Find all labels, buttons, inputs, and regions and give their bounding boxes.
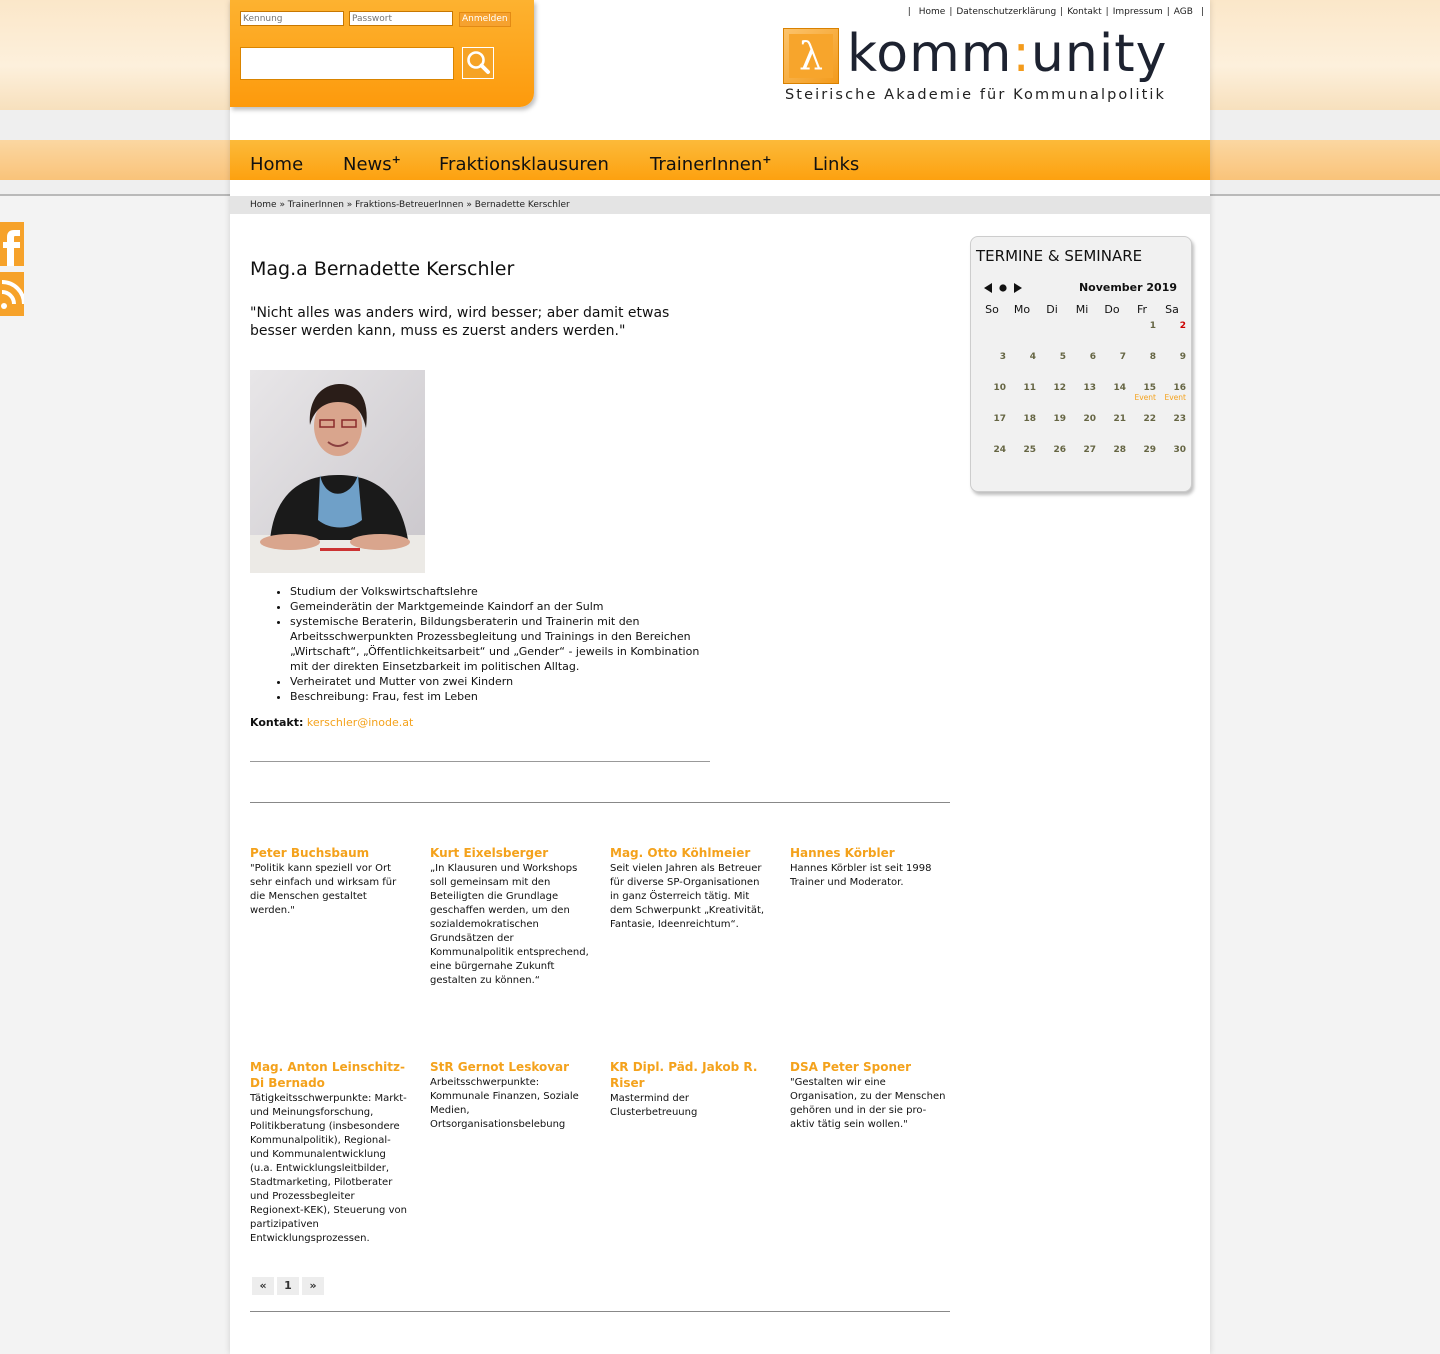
calendar-day[interactable]: 29	[1143, 445, 1156, 455]
nav-news[interactable]: News+	[343, 153, 401, 175]
next-month-icon[interactable]	[1013, 283, 1023, 293]
expand-plus-icon: +	[762, 153, 772, 166]
contact-line	[250, 716, 413, 729]
main-nav	[230, 140, 1210, 180]
calendar-day[interactable]: 6	[1089, 352, 1096, 362]
rss-icon[interactable]	[0, 272, 24, 316]
calendar-day[interactable]: 25	[1023, 445, 1036, 455]
username-input[interactable]	[240, 11, 344, 26]
trainer-card	[430, 845, 590, 988]
nav-trainerinnen[interactable]: TrainerInnen+	[650, 153, 772, 175]
site-logo[interactable]	[783, 24, 1183, 108]
calendar-day[interactable]: 3	[999, 352, 1006, 362]
events-calendar	[970, 236, 1192, 492]
trainer-name-link[interactable]: Peter Buchsbaum	[250, 846, 370, 860]
login-box	[230, 0, 534, 107]
weekday-label: Mi	[1075, 303, 1089, 316]
profile-quote: "Nicht alles was anders wird, wird besser; aber damit etwas besser werden kann, muss es zuerst anders werden."	[250, 305, 670, 339]
current-month-icon[interactable]	[999, 284, 1007, 292]
trainer-name-link[interactable]: Mag. Anton Leinschitz-Di Bernado	[250, 1060, 405, 1090]
calendar-day[interactable]: 27	[1083, 445, 1096, 455]
calendar-day[interactable]: 21	[1113, 414, 1126, 424]
calendar-weekdays	[977, 303, 1189, 321]
list-item: • Studium der Volkswirtschaftslehre	[290, 584, 710, 599]
divider	[250, 1311, 950, 1312]
divider	[250, 802, 950, 803]
breadcrumb[interactable]: Home » TrainerInnen » Fraktions-BetreuerInnen » Bernadette Kerschler	[250, 200, 570, 210]
page-title: Mag.a Bernadette Kerschler	[250, 258, 515, 280]
logo-subtitle: Steirische Akademie für Kommunalpolitik	[785, 87, 1167, 103]
trainer-description: Tätigkeitsschwerpunkte: Markt- und Meinungsforschung, Politikberatung (insbesondere Kommunalpolitik), Regional- und Kommunalentwicklung (u.a. Entwicklungsleitbilder, Stadtmarketing, Pilotberater und Prozessbegleiter Regionext-KEK), Steuerung von partizipativen Entwicklungsprozessen.	[250, 1093, 407, 1244]
list-item: • Gemeinderätin der Marktgemeinde Kaindorf an der Sulm	[290, 599, 710, 614]
calendar-title: TERMINE & SEMINARE	[976, 247, 1143, 265]
trainer-description: "Gestalten wir eine Organisation, zu der Menschen gehören und in der sie pro-aktiv tätig sein wollen."	[790, 1077, 946, 1130]
calendar-day[interactable]: 13	[1083, 383, 1096, 393]
weekday-label: Fr	[1136, 303, 1148, 316]
trainer-description: Seit vielen Jahren als Betreuer für diverse SP-Organisationen in ganz Österreich tätig. Mit dem Schwerpunkt „Kreativität, Fantasie, Ideenreichtum“.	[610, 863, 765, 930]
search-input[interactable]	[240, 47, 454, 80]
toplink-agb[interactable]: AGB	[1173, 7, 1193, 17]
calendar-day[interactable]: 1	[1149, 321, 1156, 331]
calendar-nav	[983, 283, 1027, 293]
trainer-description: "Politik kann speziell vor Ort sehr einfach und wirksam für die Menschen gestaltet werden."	[250, 863, 397, 916]
trainer-name-link[interactable]: StR Gernot Leskovar	[430, 1060, 570, 1074]
trainer-name-link[interactable]: Hannes Körbler	[790, 846, 895, 860]
trainer-card	[430, 1059, 590, 1132]
weekday-label: Sa	[1165, 303, 1179, 316]
trainer-name-link[interactable]: DSA Peter Sponer	[790, 1060, 912, 1074]
calendar-day[interactable]: 18	[1023, 414, 1036, 424]
pager-next-button[interactable]: »	[302, 1277, 324, 1295]
weekday-label: Di	[1046, 303, 1058, 316]
password-input[interactable]	[349, 11, 453, 26]
trainer-card	[790, 1059, 950, 1132]
calendar-week-row	[977, 383, 1189, 414]
facebook-icon[interactable]	[0, 222, 24, 266]
weekday-label: Do	[1104, 303, 1120, 316]
trainer-name-link[interactable]: KR Dipl. Päd. Jakob R. Riser	[610, 1060, 758, 1090]
calendar-week-row	[977, 414, 1189, 445]
trainer-description: Arbeitsschwerpunkte: Kommunale Finanzen, Soziale Medien, Ortsorganisationsbelebung	[430, 1077, 579, 1130]
calendar-day[interactable]: 10	[993, 383, 1006, 393]
calendar-day[interactable]: 11	[1023, 383, 1036, 393]
search-icon	[463, 48, 493, 78]
list-item: • Verheiratet und Mutter von zwei Kindern	[290, 674, 710, 689]
trainer-description: Hannes Körbler ist seit 1998 Trainer und Moderator.	[790, 863, 932, 888]
calendar-day[interactable]: 4	[1029, 352, 1036, 362]
contact-label: Kontakt:	[250, 716, 304, 729]
calendar-day[interactable]: 8	[1149, 352, 1156, 362]
calendar-week-row	[977, 321, 1189, 352]
pagination	[252, 1274, 327, 1292]
calendar-day[interactable]: 15 Event	[1127, 383, 1157, 402]
nav-links[interactable]: Links	[813, 154, 860, 175]
weekday-label: So	[985, 303, 999, 316]
login-button[interactable]: Anmelden	[459, 12, 511, 27]
calendar-day[interactable]: 12	[1053, 383, 1066, 393]
calendar-day[interactable]: 28	[1113, 445, 1126, 455]
trainer-name-link[interactable]: Mag. Otto Köhlmeier	[610, 846, 751, 860]
toplink-kontakt[interactable]: Kontakt	[1067, 7, 1102, 17]
calendar-day[interactable]: 22	[1143, 414, 1156, 424]
profile-photo	[250, 370, 425, 573]
calendar-day[interactable]: 9	[1179, 352, 1186, 362]
search-button[interactable]	[462, 47, 494, 79]
contact-email-link[interactable]: kerschler@inode.at	[306, 716, 414, 729]
list-item: • systemische Beraterin, Bildungsberaterin und Trainerin mit den Arbeitsschwerpunkten Prozessbegleitung und Trainings in den Bereichen „Wirtschaft“, „Öffentlichkeitsarbeit“ und „Gender“ - jeweils in Kombination mit der direkten Einsetzbarkeit im politischen Alltag.	[290, 614, 710, 674]
calendar-event-link[interactable]: Event	[1164, 393, 1186, 402]
weekday-label: Mo	[1013, 303, 1031, 316]
calendar-day[interactable]: 30	[1173, 445, 1186, 455]
trainer-card	[610, 1059, 770, 1120]
trainer-card	[250, 1059, 410, 1246]
pager-page-1[interactable]: 1	[277, 1277, 299, 1295]
calendar-week-row	[977, 352, 1189, 383]
toplink-impressum[interactable]: Impressum	[1112, 7, 1163, 17]
trainer-description: Mastermind der Clusterbetreuung	[610, 1093, 698, 1118]
pager-prev-button[interactable]: «	[252, 1277, 274, 1295]
trainer-card	[250, 845, 410, 918]
divider	[250, 761, 710, 762]
calendar-day[interactable]: 2	[1179, 321, 1186, 331]
calendar-month: November 2019	[1078, 281, 1177, 294]
trainer-description: „In Klausuren und Workshops soll gemeinsam mit den Beteiligten die Grundlage geschaffen werden, um den sozialdemokratischen Grundsätzen der Kommunalpolitik entsprechend, eine bürgernahe Zukunft gestalten zu können.“	[430, 863, 589, 986]
calendar-week-row	[977, 445, 1189, 476]
calendar-day[interactable]: 14	[1113, 383, 1126, 393]
calendar-day[interactable]: 7	[1119, 352, 1126, 362]
top-links: | Home | Datenschutzerklärung | Kontakt | Impressum | AGB |	[907, 7, 1204, 17]
trainer-card	[610, 845, 770, 932]
trainer-name-link[interactable]: Kurt Eixelsberger	[430, 846, 549, 860]
lambda-logo-icon: λ	[783, 28, 839, 84]
toplink-datenschutz[interactable]: Datenschutzerklärung	[956, 7, 1057, 17]
toplink-home[interactable]: Home	[918, 7, 946, 17]
nav-home[interactable]: Home	[250, 154, 304, 175]
calendar-day[interactable]: 17	[993, 414, 1006, 424]
calendar-day[interactable]: 20	[1083, 414, 1096, 424]
calendar-event-link[interactable]: Event	[1134, 393, 1156, 402]
list-item: • Beschreibung: Frau, fest im Leben	[290, 689, 710, 704]
page-container	[230, 0, 1210, 1354]
bio-list	[250, 584, 710, 704]
calendar-day[interactable]: 26	[1053, 445, 1066, 455]
calendar-grid	[977, 303, 1189, 476]
expand-plus-icon: +	[391, 153, 401, 166]
breadcrumb-bar	[230, 196, 1210, 214]
logo-wordmark: komm:unity	[847, 24, 1168, 84]
calendar-day[interactable]: 16 Event	[1157, 383, 1187, 402]
nav-fraktionsklausuren[interactable]: Fraktionsklausuren	[439, 154, 609, 175]
calendar-day[interactable]: 23	[1173, 414, 1186, 424]
calendar-day[interactable]: 5	[1059, 352, 1066, 362]
prev-month-icon[interactable]	[983, 283, 993, 293]
calendar-day[interactable]: 19	[1053, 414, 1066, 424]
trainer-card	[790, 845, 950, 890]
calendar-day[interactable]: 24	[993, 445, 1006, 455]
